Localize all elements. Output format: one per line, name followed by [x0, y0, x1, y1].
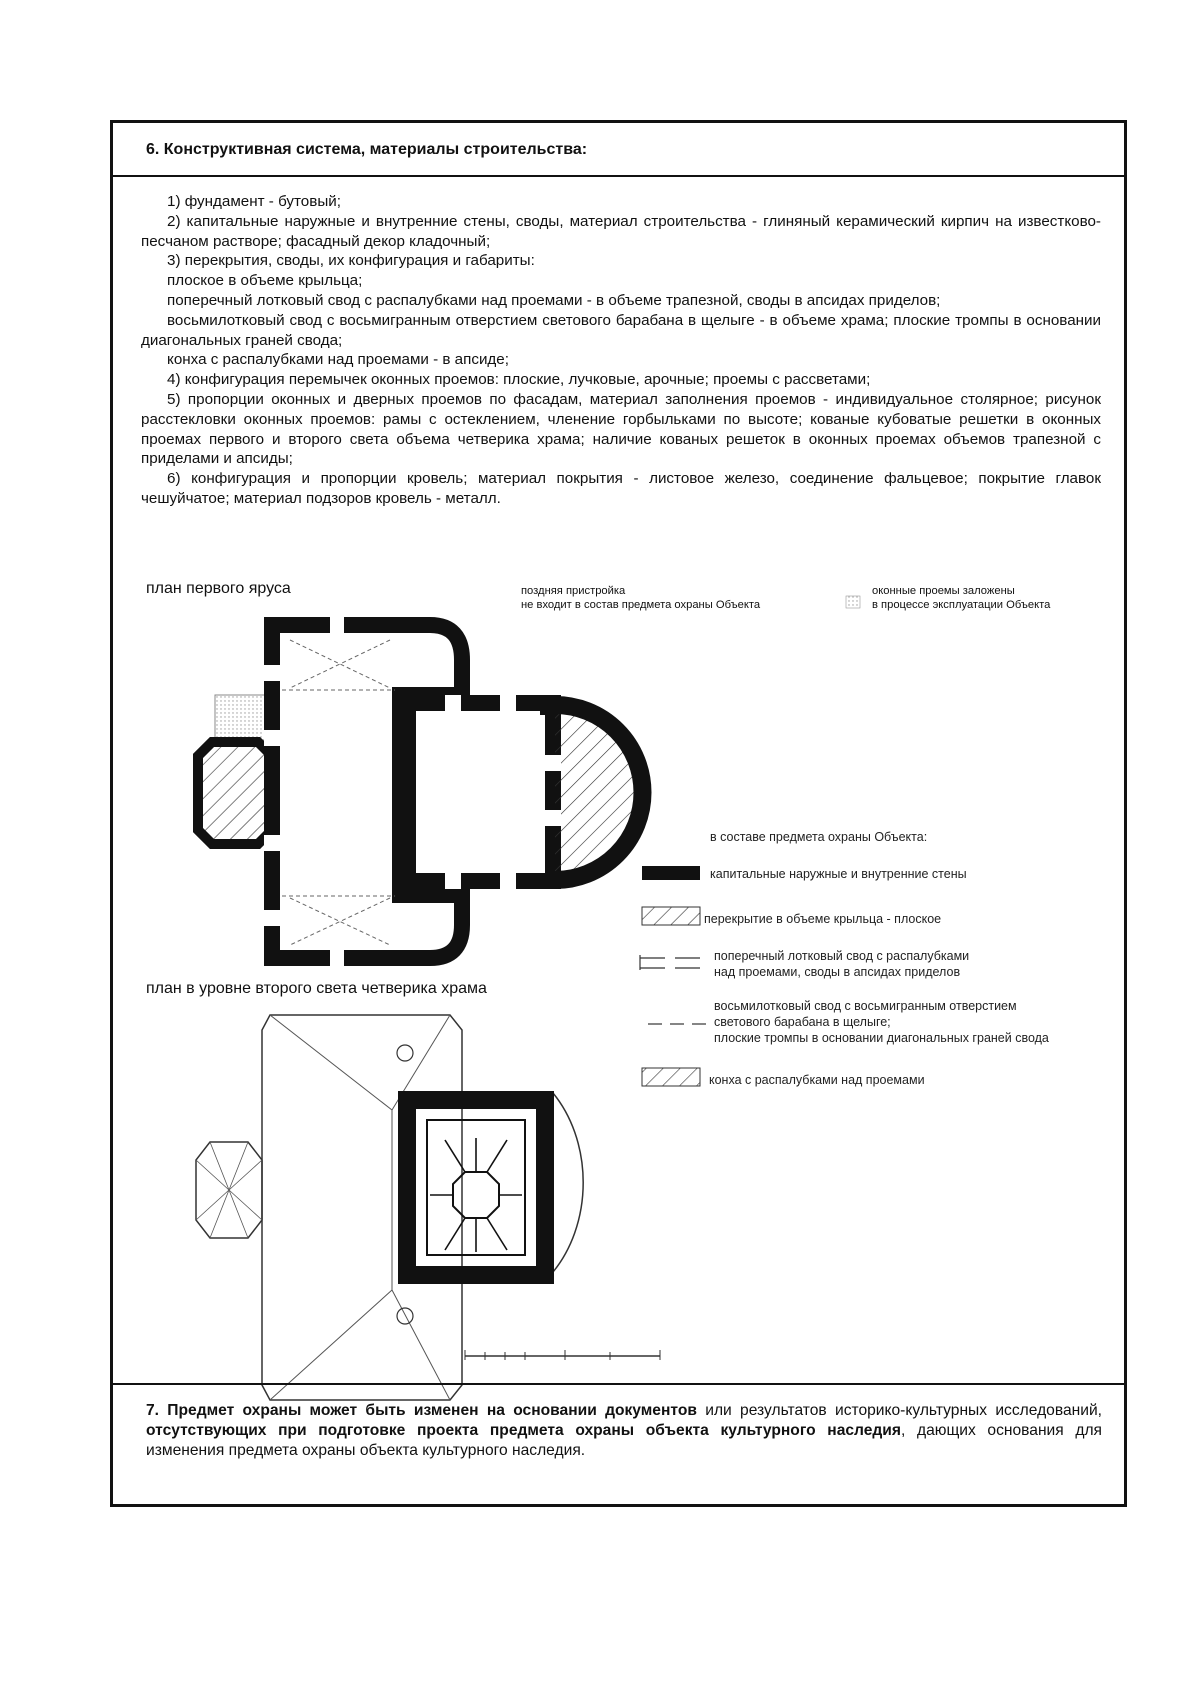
- section6-title: 6. Конструктивная система, материалы строительства:: [146, 141, 588, 158]
- small-dome-bottom: [397, 1308, 413, 1324]
- blocked-windows-note-line2: в процессе эксплуатации Объекта: [872, 599, 1051, 611]
- legend-porch-label: перекрытие в объеме крыльца - плоское: [704, 912, 942, 926]
- item-refectory-vault: поперечный лотковый свод с распалубками над проемами - в объеме трапезной, своды в апсидах приделов;: [167, 291, 941, 309]
- apse-roof: [553, 1093, 583, 1272]
- section7-text: [146, 1401, 1102, 1461]
- late-annex: [215, 695, 270, 740]
- small-dome-top: [397, 1045, 413, 1061]
- plan2-label: план в уровне второго света четверика храма: [146, 980, 487, 997]
- roof-ridge-lines: [270, 1015, 450, 1400]
- legend-swatches: [640, 596, 860, 1086]
- late-annex-note-line2: не входит в состав предмета охраны Объекта: [521, 599, 761, 611]
- legend-vault2-line2: светового барабана в щелыге;: [714, 1015, 891, 1029]
- item-roofs: 6) конфигурация и пропорции кровель; материал покрытия - листовое железо, соединение фальцевое; покрытие главок чешуйчатое; материал подзоров кровель - металл.: [141, 470, 1101, 507]
- section7-bold-1: 7. Предмет охраны может быть изменен на основании документов: [146, 1402, 697, 1419]
- legend-conch-label: конха с распалубками над проемами: [709, 1073, 925, 1087]
- porch-octagon: [198, 742, 272, 844]
- section7-bold-2: отсутствующих при подготовке проекта предмета охраны объекта культурного наследия: [146, 1422, 901, 1439]
- divider: [110, 1383, 1127, 1385]
- blocked-windows-note-line1: оконные проемы заложены: [872, 585, 1015, 597]
- legend-vault2-line1: восьмилотковый свод с восьмигранным отверстием: [714, 999, 1017, 1013]
- plan1: [198, 617, 643, 966]
- item-ceilings: 3) перекрытия, своды, их конфигурация и габариты:: [167, 252, 535, 270]
- church-quadrangle-walls: [408, 703, 553, 881]
- plan1-label: план первого яруса: [146, 580, 291, 597]
- legend-vault1-line2: над проемами, своды в апсидах приделов: [714, 965, 961, 979]
- legend-vault1-line1: поперечный лотковый свод с распалубками: [714, 949, 970, 963]
- item-apse-conch: конха с распалубками над проемами - в апсиде;: [167, 351, 509, 369]
- porch-roof-ribs: [196, 1142, 262, 1238]
- blocked-window-swatch: [846, 596, 860, 608]
- item-openings: 5) пропорции оконных и дверных проемов по фасадам, материал заполнения проемов - индивидуальное столярное; рисунок расстекловки оконных проемов: рамы с остеклением, членение горбыльками по высоте; кованые кубоватые решетки в оконных проемах первого и второго света объема четверика храма; наличие кованых решеток в оконных проемах объемов трапезной с приделами и апсиды;: [141, 390, 1101, 468]
- plan2: [196, 1015, 660, 1400]
- item-walls: 2) капитальные наружные и внутренние стены, своды, материал строительства - глиняный керамический кирпич на известково-песчаном растворе; фасадный декор кладочный;: [141, 212, 1101, 250]
- apse: [555, 705, 643, 880]
- conch-swatch: [642, 1068, 700, 1086]
- late-annex-note-line1: поздняя пристройка: [521, 585, 626, 597]
- section7-text-2: или результатов историко-культурных исследований,: [696, 1402, 1102, 1419]
- refectory-roof-outline: [262, 1015, 462, 1400]
- section7-text-3: , дающих основания для изменения предмета охраны объекта культурного наследия.: [146, 1422, 1102, 1459]
- legend-walls-label: капитальные наружные и внутренние стены: [710, 867, 967, 881]
- item-porch: плоское в объеме крыльца;: [167, 272, 363, 290]
- item-foundation: 1) фундамент - бутовый;: [167, 193, 341, 210]
- drum-opening: [453, 1172, 499, 1218]
- walls-swatch: [642, 866, 700, 880]
- item-lintels: 4) конфигурация перемычек оконных проемов: плоские, лучковые, арочные; проемы с рассветами;: [167, 371, 871, 389]
- scale-bar: [465, 1350, 660, 1360]
- legend-heading: в составе предмета охраны Объекта:: [710, 830, 928, 844]
- vault1-swatch: [640, 955, 700, 970]
- refectory-walls: [272, 625, 462, 958]
- item-church-vault: восьмилотковый свод с восьмигранным отверстием светового барабана в щелыге - в объеме храма; плоские тромпы в основании диагональных граней свода;: [141, 311, 1101, 349]
- legend-vault2-line3: плоские тромпы в основании диагональных граней свода: [714, 1031, 1049, 1045]
- refectory-vault-lines: [282, 640, 395, 945]
- porch-swatch: [642, 907, 700, 925]
- vault-ribs: [430, 1138, 522, 1252]
